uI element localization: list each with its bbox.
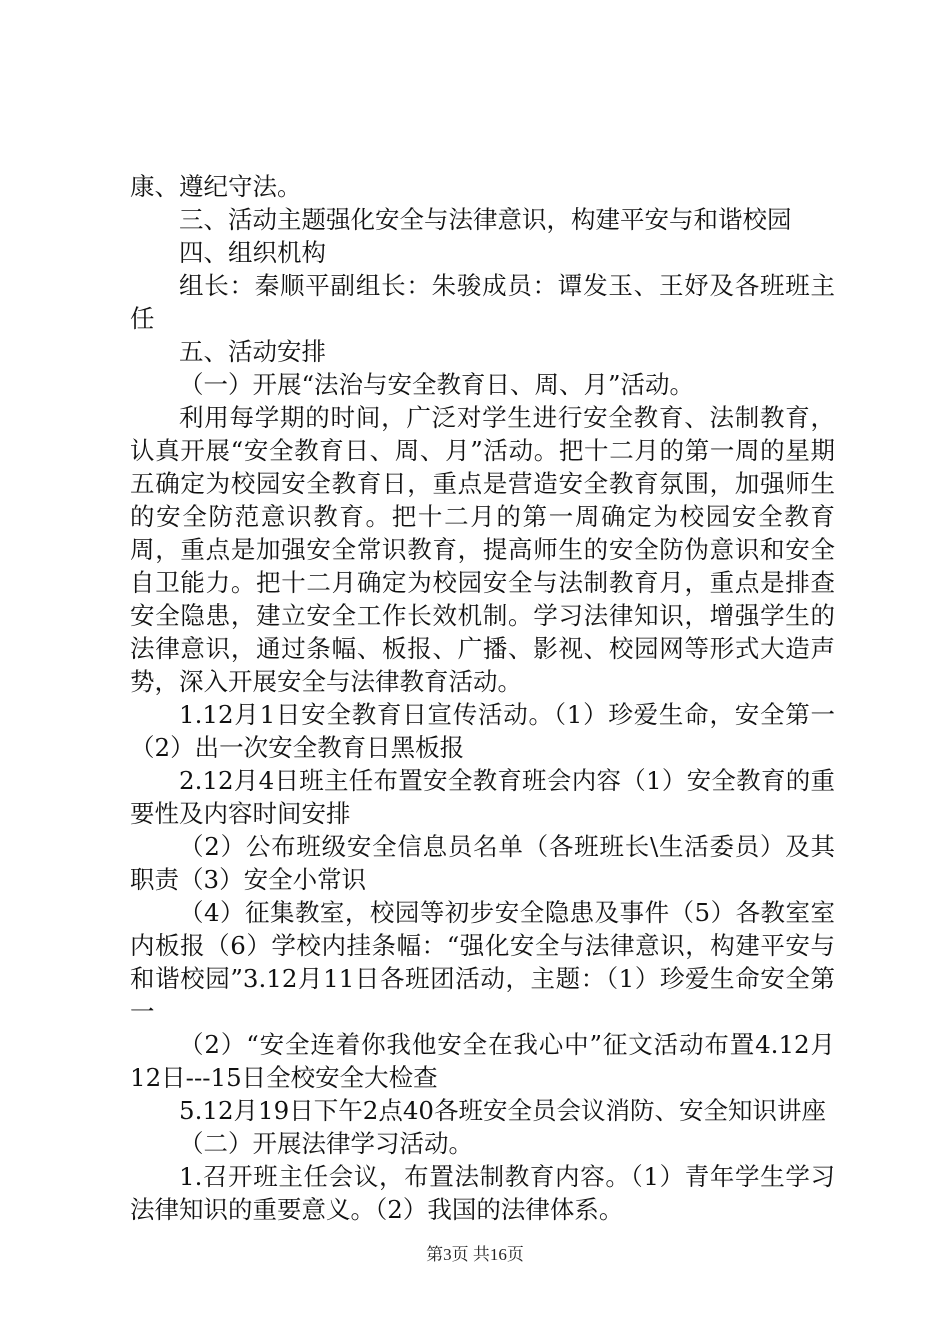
document-body xyxy=(130,170,835,1226)
paragraph: 康、遵纪守法。 xyxy=(130,172,302,201)
paragraph: （二）开展法律学习活动。 xyxy=(179,1129,473,1158)
paragraph: 利用每学期的时间，广泛对学生进行安全教育、法制教育，认真开展“安全教育日、周、月”活动。把十二月的第一周的星期五确定为校园安全教育日，重点是营造安全教育氛围，加强师生的安全防范意识教育。把十二月的第一周确定为校园安全教育周，重点是加强安全常识教育，提高师生的安全防伪意识和安全自卫能力。把十二月确定为校园安全与法制教育月，重点是排查安全隐患，建立安全工作长效机制。学习法律知识，增强学生的法律意识，通过条幅、板报、广播、影视、校园网等形式大造声势，深入开展安全与法律教育活动。 xyxy=(130,403,835,696)
paragraph: 组长：秦顺平副组长：朱骏成员：谭发玉、王妤及各班班主任 xyxy=(130,271,835,333)
paragraph: 五、活动安排 xyxy=(179,337,326,366)
paragraph: （2）公布班级安全信息员名单（各班班长\生活委员）及其职责（3）安全小常识 xyxy=(130,832,835,894)
paragraph: 2.12月4日班主任布置安全教育班会内容（1）安全教育的重要性及内容时间安排 xyxy=(130,766,835,828)
paragraph: 三、活动主题强化安全与法律意识，构建平安与和谐校园 xyxy=(179,205,792,234)
paragraph: 四、组织机构 xyxy=(179,238,326,267)
paragraph: 5.12月19日下午2点40各班安全员会议消防、安全知识讲座 xyxy=(179,1096,826,1125)
page-number-footer: 第3页 共16页 xyxy=(426,1245,524,1264)
paragraph: （4）征集教室，校园等初步安全隐患及事件（5）各教室室内板报（6）学校内挂条幅：“强化安全与法律意识，构建平安与和谐校园”3.12月11日各班团活动，主题：（1）珍爱生命安全第一 xyxy=(130,898,835,1026)
paragraph: 1.召开班主任会议，布置法制教育内容。（1）青年学生学习法律知识的重要意义。（2）我国的法律体系。 xyxy=(130,1162,835,1224)
paragraph: （2）“安全连着你我他安全在我心中”征文活动布置4.12月12日---15日全校安全大检查 xyxy=(130,1030,835,1092)
paragraph: 1.12月1日安全教育日宣传活动。（1）珍爱生命，安全第一（2）出一次安全教育日黑板报 xyxy=(130,700,835,762)
paragraph: （一）开展“法治与安全教育日、周、月”活动。 xyxy=(179,370,695,399)
